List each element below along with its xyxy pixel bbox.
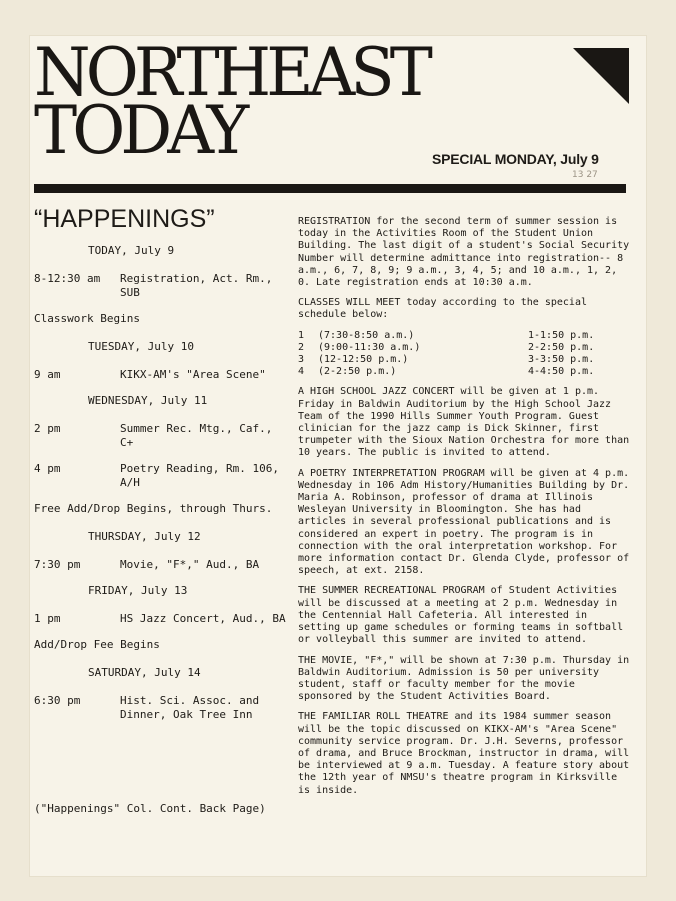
event-description: Hist. Sci. Assoc. and Dinner, Oak Tree Inn — [120, 694, 260, 721]
event-time: 2 pm — [34, 422, 61, 435]
event-note: Add/Drop Fee Begins — [34, 638, 160, 651]
continued-note: ("Happenings" Col. Cont. Back Page) — [34, 802, 266, 815]
event-time: 6:30 pm — [34, 694, 81, 707]
pencil-annotation: 13 27 — [572, 170, 598, 180]
article-classes-intro: CLASSES WILL MEET today according to the special schedule below: — [298, 297, 587, 321]
event-row — [34, 612, 290, 626]
event-time: 9 am — [34, 368, 61, 381]
event-time: 1 pm — [34, 612, 61, 625]
event-note: Classwork Begins — [34, 312, 140, 325]
event-time: 4 pm — [34, 462, 61, 475]
masthead-rule — [34, 184, 626, 193]
articles-column — [298, 216, 634, 805]
event-row — [34, 462, 290, 490]
schedule-time: (12-12:50 p.m.) — [318, 354, 409, 366]
day-heading: SATURDAY, July 14 — [88, 666, 201, 679]
event-row — [34, 272, 290, 300]
event-time: 7:30 pm — [34, 558, 81, 571]
event-description: Movie, "F*," Aud., BA — [120, 558, 260, 571]
event-description: HS Jazz Concert, Aud., BA — [120, 612, 286, 625]
event-row — [34, 558, 290, 572]
happenings-title: “HAPPENINGS” — [34, 205, 215, 233]
event-time: 8-12:30 am — [34, 272, 101, 285]
article-recreation: THE SUMMER RECREATIONAL PROGRAM of Student Activities will be discussed at a meeting at 2 p.m. Wednesday in the Centennial Hall Cafeteria. All interested in setting up game schedules or forming teams in softball or volleyball this summer are invited to attend. — [298, 585, 624, 646]
schedule-period: 3 — [298, 354, 305, 366]
schedule-period: 2 — [298, 341, 305, 353]
schedule-time: (2-2:50 p.m.) — [318, 366, 397, 378]
masthead — [34, 34, 429, 169]
masthead-line-2: TODAY — [34, 92, 245, 169]
schedule-time: (9:00-11:30 a.m.) — [318, 341, 421, 353]
schedule-period: 4 — [298, 366, 305, 378]
article-poetry-program: A POETRY INTERPRETATION PROGRAM will be given at 4 p.m. Wednesday in 106 Adm History/Humanities Building by Dr. Maria A. Robinson, professor of drama at Illinois Wesleyan University in Bloomington. She has had articles in several professional publications and is considered an expert in poetry. The program is in connection with the oral interpretation workshop. For more information contact Dr. Glenda Clyde, professor of speech, at ext. 2158. — [298, 467, 630, 577]
class-schedule — [298, 330, 634, 379]
day-heading: WEDNESDAY, July 11 — [88, 394, 208, 407]
event-description: Registration, Act. Rm., SUB — [120, 272, 273, 299]
schedule-time: 1-1:50 p.m. — [528, 329, 595, 341]
masthead-line-1: NORTHEAST — [34, 34, 429, 111]
event-row — [34, 694, 290, 722]
edition-date: SPECIAL MONDAY, July 9 — [432, 151, 599, 167]
article-movie: THE MOVIE, "F*," will be shown at 7:30 p.m. Thursday in Baldwin Auditorium. Admission is 50 per university student, staff or faculty member for the movie sponsored by the Student Activities Board. — [298, 654, 630, 703]
day-heading: TUESDAY, July 10 — [88, 340, 194, 353]
article-theatre: THE FAMILIAR ROLL THEATRE and its 1984 summer season will be the topic discussed on KIKX-AM's "Area Scene" community service program. Dr. J.H. Severns, professor of drama, and Bruce Brockman, instructor in drama, will be interviewed at 9 a.m. Tuesday. A feature story about the 12th year of NMSU's theatre program in Kirksville is inside. — [298, 711, 630, 796]
schedule-period: 1 — [298, 329, 305, 341]
day-heading: FRIDAY, July 13 — [88, 584, 188, 597]
event-row — [34, 368, 290, 382]
article-jazz-concert: A HIGH SCHOOL JAZZ CONCERT will be given at 1 p.m. Friday in Baldwin Auditorium by the High School Jazz Team of the 1990 Hills Summer Youth Program. Guest clinician for the jazz camp is Dick Skinner, first trumpeter with the Sioux Nation Orchestra for more than 10 years. The public is invited to attend. — [298, 386, 630, 459]
event-description: Summer Rec. Mtg., Caf., C+ — [120, 422, 273, 449]
article-registration: REGISTRATION for the second term of summer session is today in the Activities Room of the Student Union Building. The last digit of a student's Social Security Number will determine admittance into registration-- 8 a.m., 6, 7, 8, 9; 9 a.m., 3, 4, 5; and 10 a.m., 1, 2, 0. Late registration ends at 10:30 a.m. — [298, 216, 630, 289]
event-row — [34, 422, 290, 450]
day-heading: TODAY, July 9 — [88, 244, 175, 257]
schedule-time: (7:30-8:50 a.m.) — [318, 329, 415, 341]
schedule-time: 2-2:50 p.m. — [528, 341, 595, 353]
day-heading: THURSDAY, July 12 — [88, 530, 201, 543]
event-description: KIKX-AM's "Area Scene" — [120, 368, 266, 381]
schedule-time: 4-4:50 p.m. — [528, 366, 595, 378]
happenings-column — [34, 204, 290, 815]
schedule-time: 3-3:50 p.m. — [528, 354, 595, 366]
event-description: Poetry Reading, Rm. 106, A/H — [120, 462, 279, 489]
event-note: Free Add/Drop Begins, through Thurs. — [34, 502, 273, 515]
